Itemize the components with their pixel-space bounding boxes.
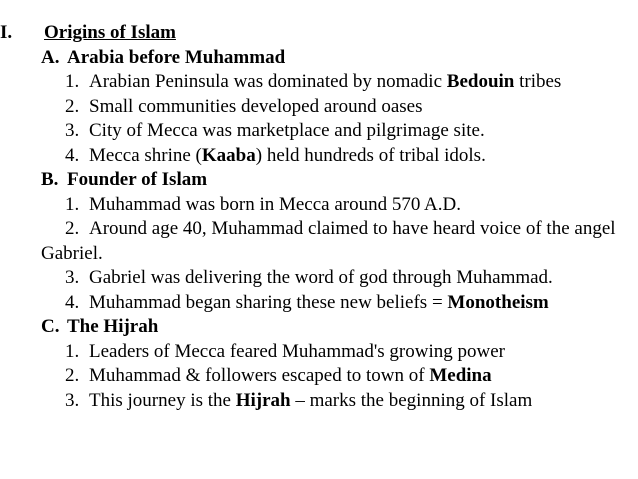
section-title-text: Founder of Islam xyxy=(67,169,208,190)
item-text: Leaders of Mecca feared Muhammad's growing power xyxy=(89,340,505,362)
list-item xyxy=(0,364,638,389)
item-text: Arabian Peninsula was dominated by nomadic xyxy=(89,71,447,92)
section-title-text: Arabia before Muhammad xyxy=(67,46,286,68)
item-emphasis: Kaaba xyxy=(201,144,256,166)
item-text: Mecca shrine ( xyxy=(89,144,202,166)
list-item xyxy=(0,193,638,218)
item-number: 1. xyxy=(65,193,80,215)
item-text: Small communities developed around oases xyxy=(89,95,423,117)
section-letter: B. xyxy=(41,169,59,190)
list-item xyxy=(0,340,638,365)
section-letter: A. xyxy=(41,46,60,68)
list-item xyxy=(0,217,638,266)
item-number: 4. xyxy=(65,144,80,166)
list-item xyxy=(0,144,638,169)
item-number: 3. xyxy=(65,267,80,288)
list-item xyxy=(0,119,638,144)
item-text: tribes xyxy=(514,71,562,92)
list-item xyxy=(0,291,638,316)
item-number: 2. xyxy=(65,365,80,386)
section-title xyxy=(0,315,638,340)
section-title xyxy=(0,46,638,71)
item-number: 3. xyxy=(65,389,80,411)
item-number: 2. xyxy=(65,218,80,239)
item-emphasis: Hijrah xyxy=(235,389,291,411)
item-emphasis: Monotheism xyxy=(447,291,549,313)
outline-numeral: I. xyxy=(0,22,13,43)
item-text: ) held hundreds of tribal idols. xyxy=(255,144,486,166)
list-item xyxy=(0,266,638,291)
outline-sections xyxy=(0,46,638,414)
outline-heading: Origins of Islam xyxy=(44,22,176,43)
item-text: City of Mecca was marketplace and pilgrimage site. xyxy=(89,120,485,141)
item-emphasis: Bedouin xyxy=(446,71,515,92)
list-item xyxy=(0,389,638,414)
section-title-text: The Hijrah xyxy=(67,316,159,337)
item-text: Muhammad began sharing these new beliefs = xyxy=(89,291,448,313)
item-number: 3. xyxy=(65,120,80,141)
item-number: 1. xyxy=(65,340,80,362)
item-number: 4. xyxy=(65,291,80,313)
item-emphasis: Medina xyxy=(429,365,492,386)
section-letter: C. xyxy=(41,316,60,337)
item-text: Gabriel was delivering the word of god through Muhammad. xyxy=(89,267,553,288)
list-item xyxy=(0,70,638,95)
item-text: This journey is the xyxy=(89,389,236,411)
item-number: 1. xyxy=(65,71,80,92)
item-text: Around age 40, Muhammad claimed to have heard voice of the angel Gabriel. xyxy=(41,218,616,264)
item-text: Muhammad was born in Mecca around 570 A.D. xyxy=(89,193,462,215)
list-item xyxy=(0,95,638,120)
item-text: – marks the beginning of Islam xyxy=(290,389,533,411)
section-title xyxy=(0,168,638,193)
item-text: Muhammad & followers escaped to town of xyxy=(89,365,430,386)
item-number: 2. xyxy=(65,95,80,117)
